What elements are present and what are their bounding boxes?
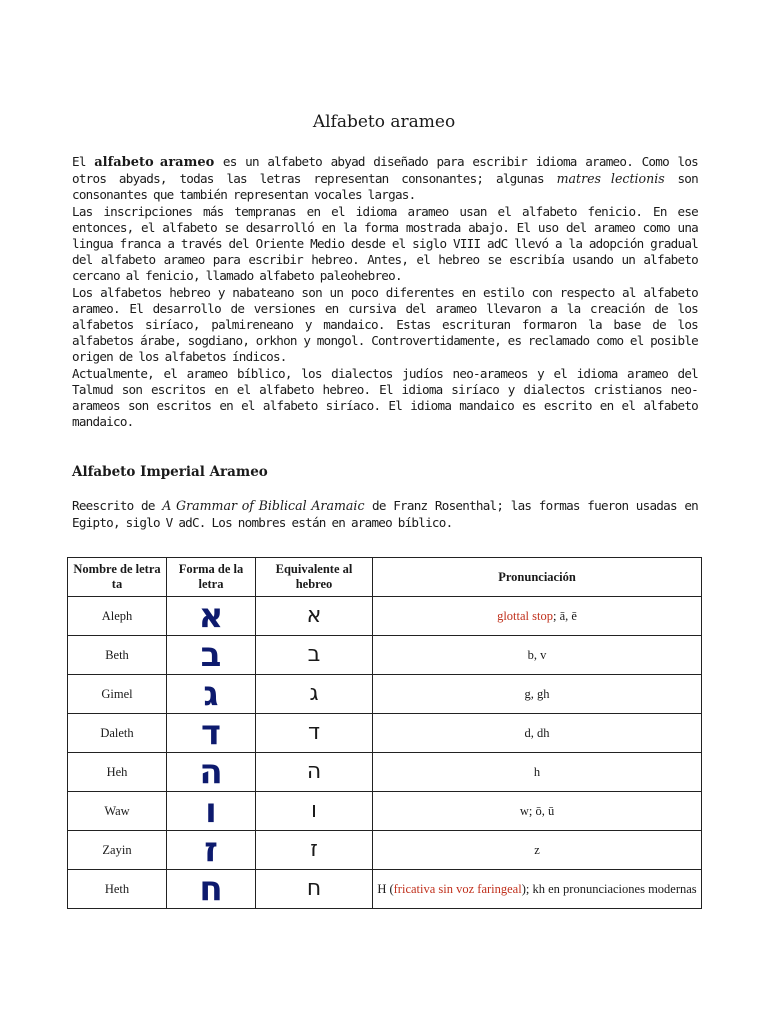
alphabet-table — [67, 557, 702, 909]
pronunciation-prefix: H ( — [377, 882, 394, 896]
letter-name: Beth — [68, 636, 167, 675]
letter-name: Zayin — [68, 831, 167, 870]
intro-p1-italic: matres lectionis — [556, 171, 665, 187]
letter-name: Heth — [68, 870, 167, 909]
table-row — [68, 753, 702, 792]
aramaic-glyph: ה — [199, 752, 223, 792]
pronunciation: w; ō, ū — [373, 792, 702, 831]
table-row — [68, 597, 702, 636]
pronunciation-text: ); kh en pronunciaciones modernas — [521, 882, 697, 896]
pronunciation: z — [373, 831, 702, 870]
pronunciation: h — [373, 753, 702, 792]
intro-text — [72, 154, 698, 430]
table-row — [68, 675, 702, 714]
intro-p1-bold: alfabeto arameo — [94, 155, 215, 170]
pronunciation — [373, 597, 702, 636]
table-row — [68, 636, 702, 675]
header-pronunciation: Pronunciación — [373, 558, 702, 597]
header-form: Forma de la letra — [167, 558, 256, 597]
section-text-end: de Franz Rosenthal; las formas fueron usadas en Egipto, siglo V adC. Los nombres están en arameo bíblico. — [72, 498, 698, 530]
hebrew-equivalent: ב — [307, 642, 321, 667]
header-hebrew: Equivalente al hebreo — [256, 558, 373, 597]
intro-paragraph-3: Los alfabetos hebreo y nabateano son un poco diferentes en estilo con respecto al alfabeto arameo. El desarrollo de versiones en cursiva del arameo llevaron a la creación de los alfabetos siríaco, palmireneano y mandaico. Estas escrituran formaron la base de los alfabetos árabe, sogdiano, orkhon y mongol. Controvertidamente, es reclamado como el posible origen de los alfabetos índicos. — [72, 284, 698, 365]
section-intro — [72, 497, 698, 531]
hebrew-equivalent: ג — [309, 681, 319, 706]
aramaic-glyph: ג — [203, 674, 219, 714]
section-heading: Alfabeto Imperial Arameo — [72, 464, 268, 480]
intro-paragraph-4: Actualmente, el arameo bíblico, los dialectos judíos neo-arameos y el idioma arameo del Talmud son escritos en el alfabeto hebreo. El idioma siríaco y dialectos cristianos neo-arameos son escritos en el alfabeto siríaco. El idioma mandaico es escrito en el alfabeto mandaico. — [72, 365, 698, 430]
aramaic-glyph: ז — [204, 830, 218, 870]
table-row — [68, 792, 702, 831]
aramaic-glyph: א — [198, 596, 224, 636]
aramaic-glyph: ד — [201, 713, 221, 753]
intro-p1-end: son consonantes que también representan vocales largas. — [72, 171, 698, 203]
table-header-row — [68, 558, 702, 597]
page-title: Alfabeto arameo — [312, 112, 456, 132]
header-name: Nombre de letra ta — [68, 558, 167, 597]
hebrew-equivalent: ח — [306, 876, 322, 901]
table-row — [68, 714, 702, 753]
hebrew-equivalent: ז — [310, 837, 318, 862]
hebrew-equivalent: ו — [311, 798, 317, 823]
hebrew-equivalent: ד — [307, 720, 320, 745]
hebrew-equivalent: א — [306, 603, 322, 628]
aramaic-glyph: ו — [205, 791, 217, 831]
pronunciation-text: ; ā, ē — [552, 609, 577, 623]
pronunciation-link[interactable]: glottal stop — [497, 609, 553, 623]
intro-paragraph-2: Las inscripciones más tempranas en el idioma arameo usan el alfabeto fenicio. En ese entonces, el alfabeto se desarrolló en la forma mostrada abajo. El uso del arameo como una lingua franca a través del Oriente Medio desde el siglo VIII adC llevó a la adopción gradual del alfabeto arameo para escribir hebreo. Antes, el hebreo se escribía usando un alfabeto cercano al fenicio, llamado alfabeto paleohebreo. — [72, 203, 698, 284]
aramaic-glyph: ב — [200, 635, 222, 675]
table-row — [68, 870, 702, 909]
letter-name: Daleth — [68, 714, 167, 753]
pronunciation: g, gh — [373, 675, 702, 714]
book-title: A Grammar of Biblical Aramaic — [162, 498, 365, 513]
letter-name: Waw — [68, 792, 167, 831]
aramaic-glyph: ח — [199, 869, 223, 909]
intro-p1-mid: es un alfabeto abyad diseñado para escribir idioma arameo. Como los otros abyads, todas las letras representan consonantes; algunas — [72, 154, 698, 187]
letter-name: Aleph — [68, 597, 167, 636]
table-row — [68, 831, 702, 870]
letter-name: Gimel — [68, 675, 167, 714]
pronunciation — [373, 870, 702, 909]
section-text-start: Reescrito de — [72, 498, 163, 513]
intro-paragraph-1 — [72, 154, 698, 204]
pronunciation-link[interactable]: fricativa sin voz faringeal — [393, 882, 522, 896]
letter-name: Heh — [68, 753, 167, 792]
pronunciation: b, v — [373, 636, 702, 675]
intro-p1-start: El — [72, 154, 95, 169]
pronunciation: d, dh — [373, 714, 702, 753]
hebrew-equivalent: ה — [306, 759, 322, 784]
